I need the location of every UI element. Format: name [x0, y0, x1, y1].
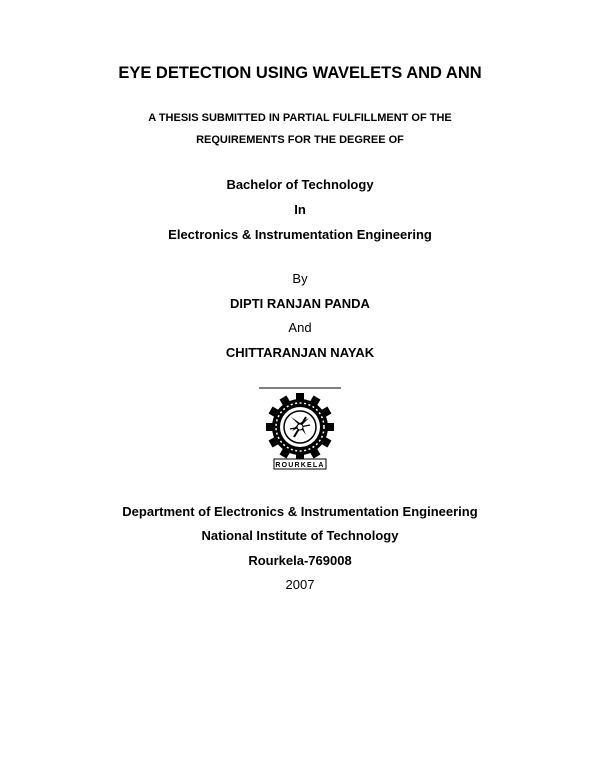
degree-name: Bachelor of Technology [226, 177, 374, 192]
institute-city: Rourkela-769008 [248, 553, 352, 568]
and-word: And [288, 320, 312, 335]
in-word: In [294, 202, 306, 217]
by-word: By [292, 271, 308, 286]
author-1: DIPTI RANJAN PANDA [230, 296, 370, 311]
thesis-subtitle-line1: A THESIS SUBMITTED IN PARTIAL FULFILLMENT OF THE [148, 112, 452, 124]
author-2: CHITTARANJAN NAYAK [225, 345, 375, 360]
department-name: Department of Electronics & Instrumentation Engineering [122, 504, 478, 519]
thesis-subtitle-line2: REQUIREMENTS FOR THE DEGREE OF [196, 134, 404, 146]
thesis-year: 2007 [285, 577, 315, 592]
branch-name: Electronics & Instrumentation Engineering [168, 227, 432, 242]
gear-icon [266, 393, 334, 461]
institute-name: National Institute of Technology [201, 528, 399, 543]
institute-logo [259, 387, 341, 471]
thesis-title: EYE DETECTION USING WAVELETS AND ANN [118, 64, 482, 82]
logo-banner-text: ROURKELA [275, 462, 325, 469]
